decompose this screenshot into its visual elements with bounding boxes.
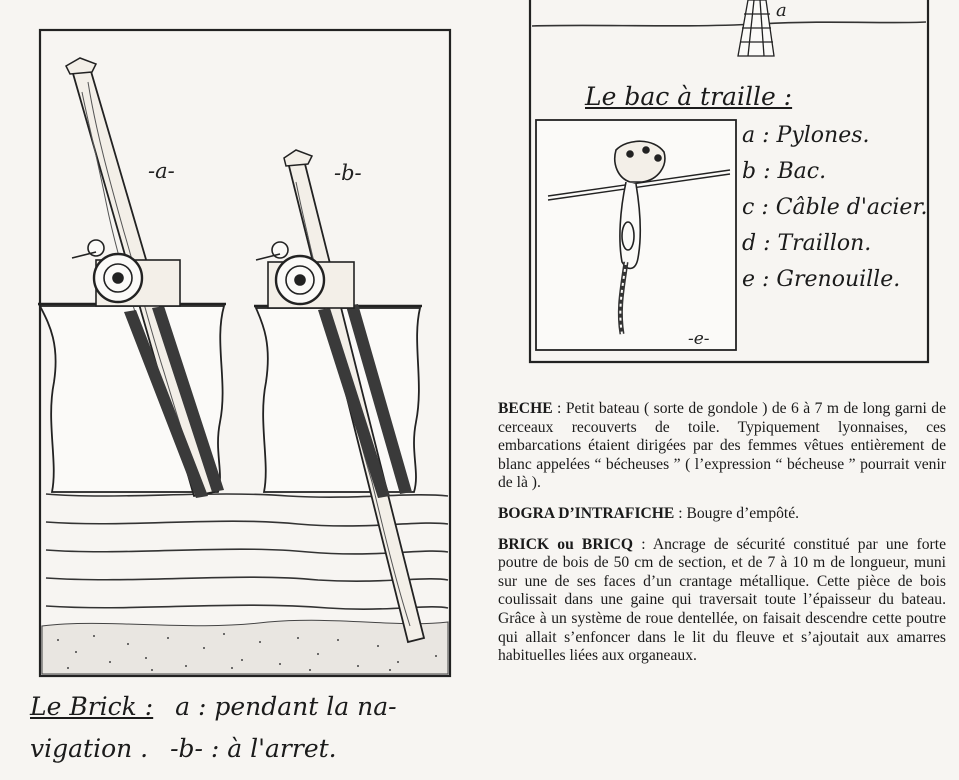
entry-definition: Bougre d’empôté. bbox=[686, 504, 800, 522]
entry-definition: Ancrage de sécurité constitué par une forte poutre de bois de 50 cm de section, et de 7 à 10 m de longueur, muni sur une de ses faces d’un crantage métallique. Cette pièce de bois coulissait dans une gaine qui traversait toute l’épaisseur du bateau. Grâce à un système de roue dentellée, on faisait descendre cette poutre qui allait s’enfoncer dans le lit du fleuve et s’ajoutait aux amarres habituelles liées aux organeaux. bbox=[498, 535, 946, 665]
entry-sep: : bbox=[633, 535, 653, 553]
brick-illustration bbox=[28, 22, 456, 682]
glossary-entry bbox=[498, 400, 946, 493]
ferry-title: Le bac à traille : bbox=[585, 82, 793, 111]
brick-caption bbox=[30, 686, 460, 770]
ferry-legend bbox=[742, 118, 928, 298]
entry-sep: : bbox=[552, 400, 566, 417]
entry-term: BECHE bbox=[498, 400, 553, 417]
entry-term: BOGRA D’INTRAFICHE bbox=[498, 504, 675, 522]
caption-b: -b- : à l'arret. bbox=[170, 734, 337, 763]
marker-a: -a- bbox=[148, 159, 175, 183]
entry-definition: Petit bateau ( sorte de gondole ) de 6 à 7 m de long garni de cerceaux recouverts de toile. Typiquement lyonnaises, ces embarcations étaient dirigées par des femmes vêtues entièrement de blanc appelées “ bécheuses ” ( l’expression “ bécheuse ” pourrait venir de là ). bbox=[498, 400, 946, 492]
glossary-entry bbox=[498, 505, 946, 524]
legend-item: c : Câble d'acier. bbox=[742, 195, 928, 220]
legend-item: a : Pylones. bbox=[742, 123, 870, 148]
marker-b: -b- bbox=[334, 161, 362, 185]
legend-item: e : Grenouille. bbox=[742, 267, 901, 292]
entry-sep: : bbox=[674, 504, 687, 522]
caption-title: Le Brick : bbox=[30, 692, 154, 721]
caption-line2: vigation . bbox=[30, 734, 149, 763]
legend-item: b : Bac. bbox=[742, 159, 827, 184]
glossary-entry bbox=[498, 536, 946, 666]
legend-item: d : Traillon. bbox=[742, 231, 872, 256]
winch-b bbox=[256, 242, 354, 308]
detail-label-e: -e- bbox=[688, 329, 710, 349]
river-bed bbox=[42, 620, 448, 674]
pylon-label: a bbox=[776, 0, 787, 21]
pylon bbox=[738, 0, 774, 56]
entry-term: BRICK ou BRICQ bbox=[498, 535, 634, 553]
caption-a: a : pendant la na- bbox=[175, 692, 397, 721]
glossary-text bbox=[498, 400, 946, 678]
